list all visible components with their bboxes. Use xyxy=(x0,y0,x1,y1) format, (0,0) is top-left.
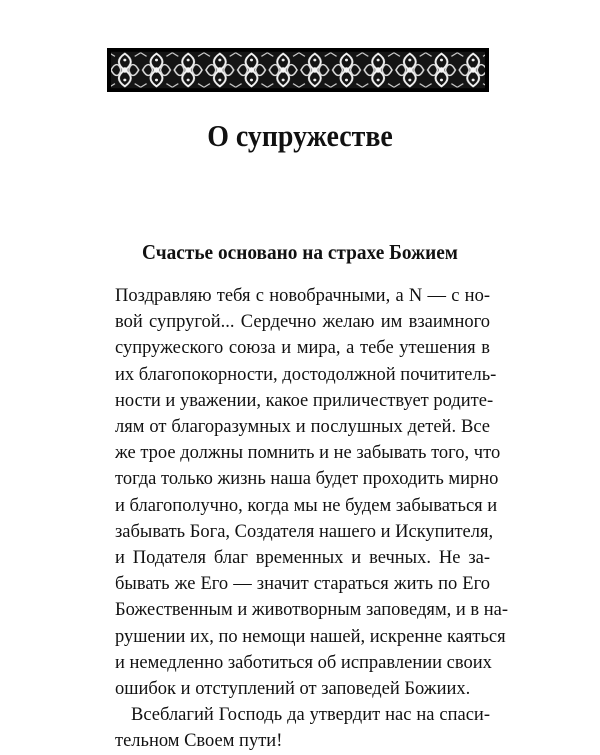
text-line: бывать же Его — значит стараться жить по Его xyxy=(115,574,490,595)
text-line: супружеского союза и мира, а тебе утешения в xyxy=(115,338,490,359)
text-line: же трое должны помнить и не забывать того, что xyxy=(115,443,501,464)
text-line: и немедленно заботиться об исправлении своих xyxy=(115,652,492,673)
ornament-pattern xyxy=(109,50,487,90)
text-line: ошибок и отступлений от заповедей Божиих. xyxy=(115,679,471,700)
text-line: и благополучно, когда мы не будем забываться и xyxy=(115,495,498,516)
text-line: и Подателя благ временных и вечных. Не за- xyxy=(115,548,490,569)
text-line: тогда только жизнь наша будет проходить мирно xyxy=(115,469,499,490)
text-line: тельном Своем пути! xyxy=(115,731,283,752)
text-line: лям от благоразумных и послушных детей. Все xyxy=(115,417,490,438)
text-line: забывать Бога, Создателя нашего и Искупителя, xyxy=(115,521,494,542)
text-line: рушении их, по немощи нашей, искренне каяться xyxy=(115,626,506,647)
body-text xyxy=(115,283,509,755)
text-line: Всеблагий Господь да утвердит нас на спаси- xyxy=(131,705,490,726)
text-line: Божественным и животворным заповедям, и в на- xyxy=(115,600,509,621)
text-line: их благопокорности, достодолжной почититель- xyxy=(115,364,497,385)
text-line: вой супругой... Сердечно желаю им взаимного xyxy=(115,312,490,333)
text-line: Поздравляю тебя с новобрачными, а N — с но- xyxy=(115,286,490,306)
ornament-band-icon xyxy=(107,48,489,92)
section-title: Счастье основано на страхе Божием xyxy=(142,240,458,264)
chapter-title: О супружестве xyxy=(207,118,393,153)
text-line: ности и уважении, какое приличествует родите- xyxy=(115,390,494,411)
